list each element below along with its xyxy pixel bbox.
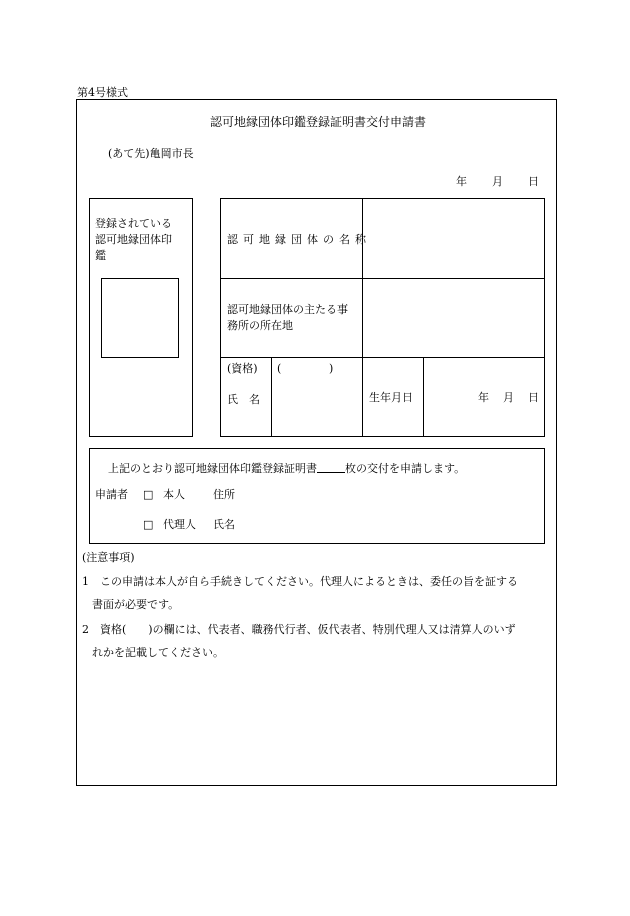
birthdate-month-label: 月: [503, 391, 514, 404]
note-2-number: 2: [82, 623, 89, 636]
note-1-number: 1: [82, 575, 89, 588]
note-1-line2: 書面が必要です。: [92, 598, 180, 611]
request-sentence-before: 上記のとおり認可地縁団体印鑑登録証明書: [108, 462, 317, 475]
agent-checkbox[interactable]: □: [143, 518, 154, 531]
office-label-line2: 務所の所在地: [227, 319, 293, 332]
seal-label-line3: 鑑: [95, 249, 106, 262]
table-column-divider: [423, 357, 424, 437]
date-month-label: 月: [492, 175, 503, 188]
group-name-field[interactable]: [363, 199, 544, 278]
birthdate-day-label: 日: [528, 391, 539, 404]
office-address-field[interactable]: [363, 279, 544, 357]
note-2-line1: 資格( )の欄には、代表者、職務代行者、仮代表者、特別代理人又は清算人のいず: [100, 623, 516, 636]
qualification-paren-open: (: [277, 362, 282, 375]
agent-label: 代理人: [163, 518, 196, 531]
applicant-label: 申請者: [95, 488, 128, 501]
seal-label-line1: 登録されている: [95, 217, 172, 230]
note-2-line2: れかを記載してください。: [92, 646, 224, 659]
request-sentence: [108, 461, 465, 476]
table-row-divider: [220, 357, 545, 358]
birthdate-year-label: 年: [478, 391, 489, 404]
addressee: (あて先)亀岡市長: [108, 147, 194, 160]
notes-heading: (注意事項): [82, 551, 135, 564]
applicant-name-label: 氏名: [213, 518, 235, 531]
office-label-line1: 認可地縁団体の主たる事: [227, 303, 348, 316]
address-label: 住所: [213, 488, 235, 501]
name-label: 氏 名: [227, 393, 260, 406]
form-title: 認可地縁団体印鑑登録証明書交付申請書: [210, 115, 427, 129]
representative-name-field[interactable]: [272, 376, 362, 436]
request-sentence-after: 枚の交付を申請します。: [345, 462, 466, 475]
qualification-label: (資格): [227, 362, 258, 375]
birthdate-label: 生年月日: [369, 391, 413, 404]
qualification-paren-close: ): [329, 362, 334, 375]
date-day-label: 日: [528, 175, 539, 188]
self-checkbox[interactable]: □: [143, 488, 154, 501]
note-1-line1: この申請は本人が自ら手続きしてください。代理人によるときは、委任の旨を証する: [100, 575, 518, 588]
copies-blank[interactable]: [317, 461, 345, 473]
group-name-label: 認可地縁団体の名称: [227, 233, 371, 246]
seal-label-line2: 認可地縁団体印: [95, 233, 172, 246]
form-number: 第4号様式: [77, 86, 128, 99]
seal-impression-area[interactable]: [101, 278, 179, 358]
self-label: 本人: [163, 488, 185, 501]
date-year-label: 年: [456, 175, 467, 188]
